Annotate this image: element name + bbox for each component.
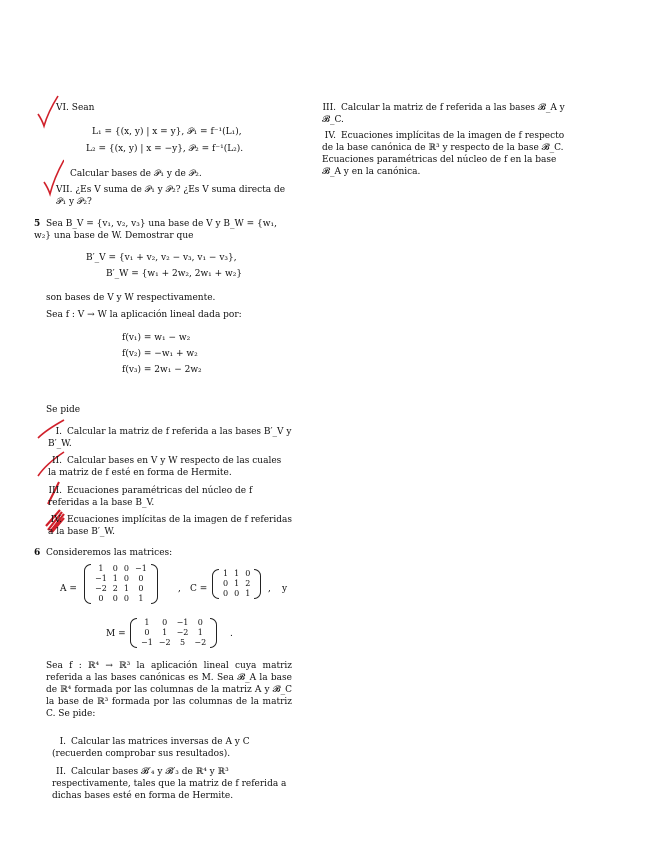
problem-6-item-i (52, 736, 292, 760)
matrix-A-cell: 0 (123, 594, 129, 603)
equation-L2: L₂ = {(x, y) | x = −y}, 𝒫₂ = f⁻¹(L₂). (86, 144, 244, 154)
problem-6-item-ii-label: II. (56, 767, 66, 777)
matrix-A-cell: 1 (138, 594, 144, 603)
item-vii (56, 184, 292, 208)
problem-6-item-ii (52, 766, 292, 802)
matrix-A-cell: 0 (98, 594, 104, 603)
matrix-M (130, 618, 217, 648)
problem-5-linear-map: Sea f : V → W la aplicación lineal dada por: (46, 310, 242, 320)
se-pide-label: Se pide (46, 405, 81, 415)
matrix-C-label: C = (190, 584, 208, 594)
problem-5-intro (34, 218, 292, 242)
problem-6-description: Sea f : ℝ⁴ → ℝ³ la aplicación lineal cuya matriz referida a las bases canónicas es M. Sea 𝓑_A la base de ℝ⁴ formada por las columnas de la matriz A y 𝓑_C la base de ℝ³ formada por las columnas de la matriz C. Se pide: (46, 661, 292, 719)
problem-6-item-i-label: I. (59, 737, 66, 747)
exam-page: VI. Sean L₁ = {(x, y) | x = y}, 𝒫₁ = f⁻¹(L₁), L₂ = {(x, y) | x = −y}, 𝒫₂ = f⁻¹(L₂). Calcular bases de 𝒫₁ y de 𝒫₂. VII. ¿Es V suma de 𝒫₁ y 𝒫₂? ¿Es V suma directa de 𝒫₁ y 𝒫₂? 5 Sea B_V = {v₁, v₂, v₃} una base de V y B_W = {w₁, w₂} una base de W. Demostrar que B′_V = {v₁ + v₂, v₂ − v₃, v₁ − v₃}, B′_W = {w₁ + 2w₂, 2w₁ + w₂} son bases de V y W respectivamente. Sea f : V → W la aplicación lineal dada por: f(v₁) = w₁ − w₂ f(v₂) = −w₁ + w₂ f(v₃) = 2w₁ − 2w₂ Se pide I. Calcular la matriz de f referida a las bases B′_V y B′_W. II. Calcular bases en V y W respecto de las cuales la matriz de f esté en forma de Hermite. III. Ecuaciones paramétricas del núcleo de f referidas a la base B_V. IV. Ecuaciones implícitas de la imagen de f referidas a la base B′_W. 6 Consideremos las matrices: A = 1 0 0 −1 −1 1 0 0 −2 2 1 0 0 0 0 1 , C = 1 1 0 0 1 2 0 0 1 , y M = 1 0 −1 0 0 1 −2 1 −1 −2 5 −2 . Sea f : ℝ⁴ → ℝ³ la aplicación lineal cuya matriz referida a las bases canónicas es M. Sea 𝓑_A la base de ℝ⁴ formada por las columnas de la matriz A y 𝓑_C la base de ℝ³ formada por las columnas de la matriz C. Se pide: I. Calcular las matrices inversas de A y C (recuerden comprobar sus resultados). II. Calcular bases 𝓑′₄ y 𝓑′₃ de ℝ⁴ y ℝ³ respectivamente, tales que la matriz de f referida a dichas bases esté en forma de Hermite. III. Calcular la matriz de f referida a las bases 𝓑_A y 𝓑_C. IV. Ecuaciones implícitas de la imagen de f respecto de la base canónica de ℝ³ y respecto de la base 𝓑_C. Ecuaciones paramétricas del núcleo de f en la base 𝓑_A y en la canónica. (0, 0, 655, 848)
matrix-A-cell: 1 (112, 574, 118, 583)
matrix-A-cell: 1 (123, 584, 129, 593)
equation-BW-prime: B′_W = {w₁ + 2w₂, 2w₁ + w₂} (106, 269, 243, 279)
matrix-A-cell: 0 (112, 564, 118, 573)
problem-5-item-ii (48, 455, 292, 479)
matrix-M-cell: 1 (144, 618, 150, 627)
matrix-A-cell: 0 (138, 574, 144, 583)
matrix-M-cell: −2 (158, 638, 171, 647)
matrix-C-cell: 1 (234, 569, 240, 578)
problem-5-item-iii-text: Ecuaciones paramétricas del núcleo de f referidas a la base B_V. (48, 486, 253, 508)
equation-f-v2: f(v₂) = −w₁ + w₂ (122, 349, 198, 359)
problem-6-item-ii-text: Calcular bases 𝓑′₄ y 𝓑′₃ de ℝ⁴ y ℝ³ respectivamente, tales que la matriz de f referida a dichas bases esté en forma de Hermite. (52, 767, 287, 801)
problem-5-after-eq: son bases de V y W respectivamente. (46, 293, 216, 303)
matrix-A-cell: 2 (112, 584, 118, 593)
matrix-A-cell: 0 (123, 564, 129, 573)
problem-5-item-iv-label: IV. (50, 515, 62, 525)
problem-6-item-iii-label: III. (322, 103, 336, 113)
equation-f-v1: f(v₁) = w₁ − w₂ (122, 333, 191, 343)
problem-5-item-iv (48, 514, 292, 538)
matrix-C-cell: 1 (223, 569, 229, 578)
problem-5-item-i-label: I. (55, 427, 62, 437)
problem-5-item-i (48, 426, 292, 450)
matrix-C (212, 569, 261, 599)
matrix-C-cell: 0 (223, 579, 229, 588)
equation-L1: L₁ = {(x, y) | x = y}, 𝒫₁ = f⁻¹(L₁), (92, 127, 242, 137)
matrix-M-row (138, 628, 209, 638)
problem-5-number: 5 (34, 219, 41, 229)
matrix-A-row (92, 564, 150, 574)
problem-6-item-iv-text: Ecuaciones implícitas de la imagen de f respecto de la base canónica de ℝ³ y respecto de la base 𝓑_C. Ecuaciones paramétricas del núcleo de f en la base 𝓑_A y en la canónica. (322, 131, 565, 177)
problem-5-item-iv-text: Ecuaciones implícitas de la imagen de f referidas a la base B′_W. (48, 515, 292, 537)
matrix-A (84, 564, 158, 604)
problem-6-item-iii-text: Calcular la matriz de f referida a las bases 𝓑_A y 𝓑_C. (322, 103, 565, 125)
problem-6-item-i-text: Calcular las matrices inversas de A y C (recuerden comprobar sus resultados). (52, 737, 250, 759)
matrix-M-cell: −2 (176, 628, 189, 637)
matrix-M-label: M = (106, 629, 126, 639)
item-vii-text: ¿Es V suma de 𝒫₁ y 𝒫₂? ¿Es V suma directa de 𝒫₁ y 𝒫₂? (56, 185, 286, 207)
problem-5-intro-text: Sea B_V = {v₁, v₂, v₃} una base de V y B_W = {w₁, w₂} una base de W. Demostrar que (34, 219, 277, 241)
matrix-A-row (92, 584, 150, 594)
matrix-C-row (220, 569, 253, 579)
matrix-A-cell: 1 (98, 564, 104, 573)
matrix-A-label: A = (60, 584, 77, 594)
matrix-C-cell: 0 (223, 589, 229, 598)
matrix-C-cell: 0 (245, 569, 251, 578)
matrix-M-cell: 0 (197, 618, 203, 627)
item-vi-label: VI. (56, 103, 69, 113)
problem-6-number: 6 (34, 548, 41, 558)
matrix-A-table (92, 564, 150, 604)
equation-BV-prime: B′_V = {v₁ + v₂, v₂ − v₃, v₁ − v₃}, (86, 253, 237, 263)
matrix-M-row (138, 638, 209, 648)
matrix-A-cell: 0 (112, 594, 118, 603)
matrix-C-cell: 2 (245, 579, 251, 588)
calc-bases-text: Calcular bases de 𝒫₁ y de 𝒫₂. (70, 169, 202, 179)
matrix-M-table (138, 618, 209, 648)
problem-6-item-iv-label: IV. (324, 131, 336, 141)
matrix-C-table (220, 569, 253, 599)
matrix-C-cell: 1 (234, 579, 240, 588)
matrix-M-cell: 0 (144, 628, 150, 637)
matrix-M-cell: −1 (176, 618, 189, 627)
item-vi (56, 102, 292, 114)
problem-5-item-iii-label: III. (48, 486, 62, 496)
problem-5-item-ii-text: Calcular bases en V y W respecto de las cuales la matriz de f esté en forma de Hermite. (48, 456, 282, 478)
matrix-C-cell: 0 (234, 589, 240, 598)
matrix-A-cell: 0 (123, 574, 129, 583)
matrix-C-row (220, 589, 253, 599)
problem-5-item-iii (48, 485, 292, 509)
matrix-M-cell: −2 (194, 638, 207, 647)
matrix-M-cell: 5 (179, 638, 186, 647)
matrix-M-cell: 1 (162, 628, 168, 637)
item-vii-label: VII. (56, 185, 73, 195)
matrix-M-cell: 1 (197, 628, 203, 637)
matrix-M-cell: 0 (162, 618, 168, 627)
problem-5-item-i-text: Calcular la matriz de f referida a las bases B′_V y B′_W. (48, 427, 292, 449)
matrix-A-cell: −2 (95, 584, 107, 593)
matrix-A-cell: −1 (134, 564, 147, 573)
problem-5-item-ii-label: II. (52, 456, 62, 466)
item-vi-text: Sean (71, 103, 95, 113)
problem-6-item-iv (322, 130, 566, 178)
matrix-C-cell: 1 (245, 589, 251, 598)
problem-6-intro (34, 547, 292, 559)
matrix-A-row (92, 574, 150, 584)
problem-6-intro-text: Consideremos las matrices: (46, 548, 173, 558)
equation-f-v3: f(v₃) = 2w₁ − 2w₂ (122, 365, 202, 375)
y-conjunction: y (282, 584, 288, 594)
problem-6-item-iii (322, 102, 566, 126)
matrix-A-row (92, 594, 150, 604)
matrix-M-row (138, 618, 209, 628)
matrix-A-cell: 0 (138, 584, 144, 593)
matrix-A-cell: −1 (95, 574, 107, 583)
matrix-M-cell: −1 (141, 638, 153, 647)
matrix-C-row (220, 579, 253, 589)
